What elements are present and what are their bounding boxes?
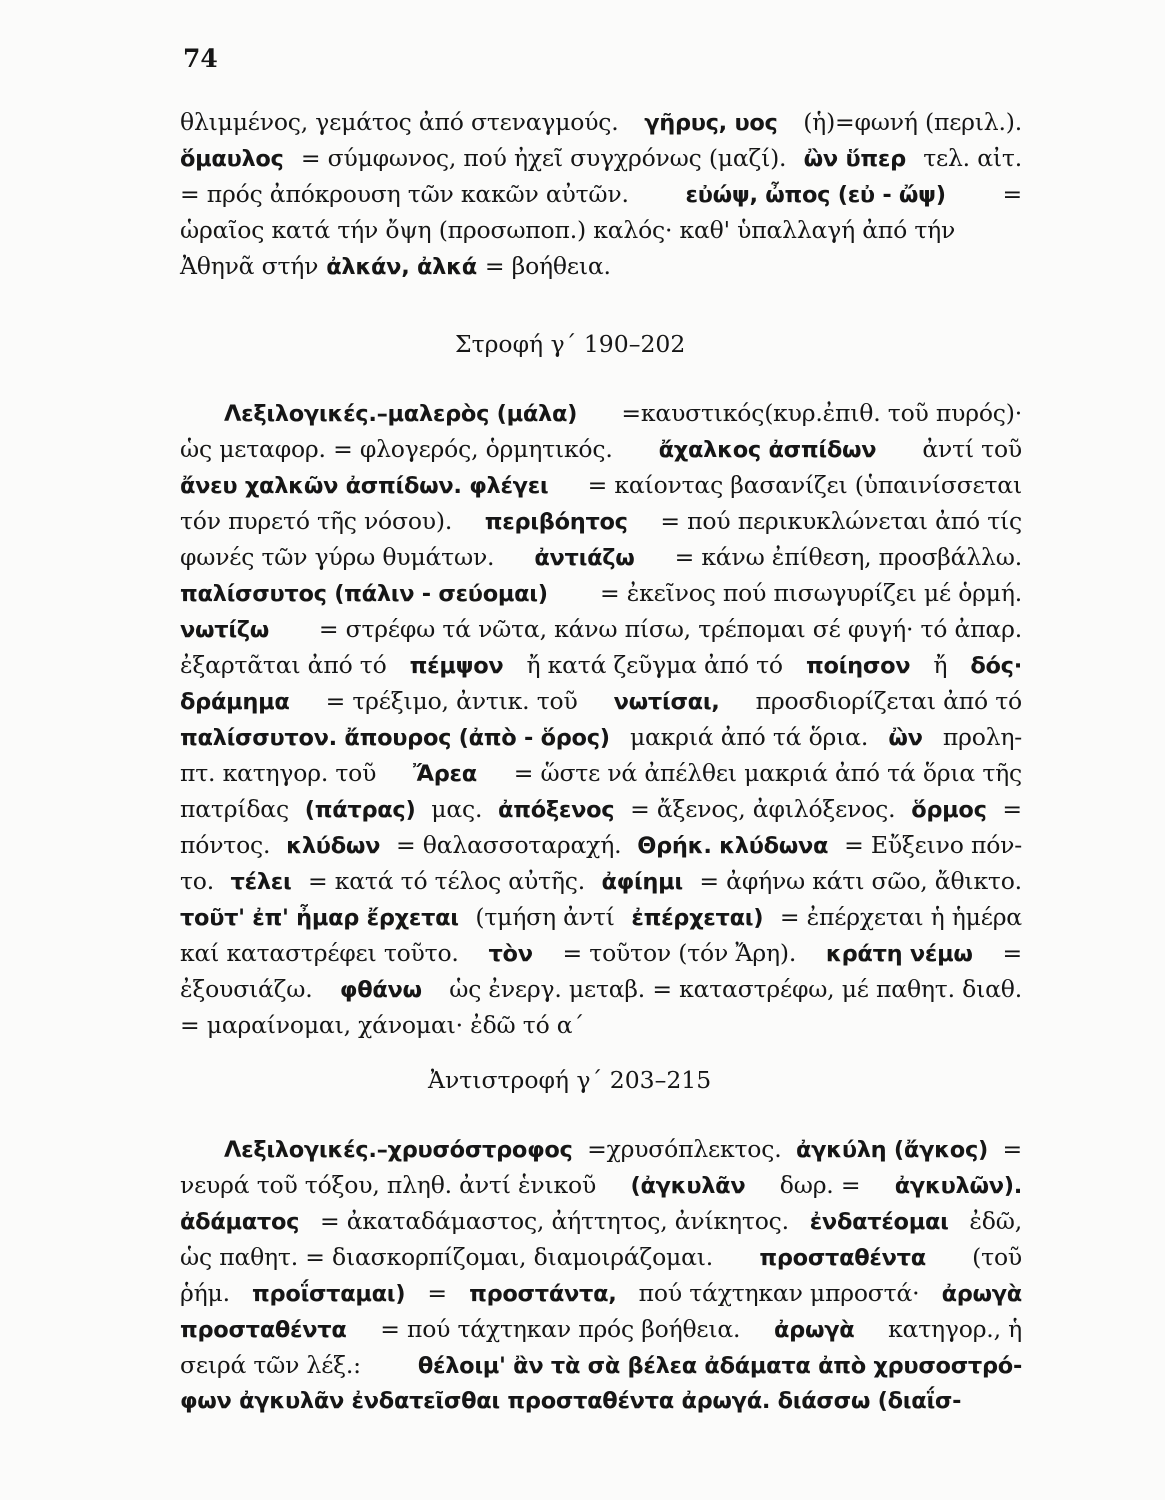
headword: ἄχαλκος ἀσπίδων <box>658 437 877 463</box>
definition-text: =χρυσόπλεκτος. <box>587 1135 782 1163</box>
definition-text: πτ. κατηγορ. τοῦ <box>180 759 377 787</box>
definition-text: μας. <box>431 795 483 823</box>
headword: τοῦτ' ἐπ' ἦμαρ ἔρχεται <box>180 905 459 931</box>
definition-text: σειρά τῶν λέξ.: <box>180 1351 361 1379</box>
definition-text: = <box>1002 180 1022 208</box>
text-line <box>180 1275 1022 1311</box>
definition-text: ὡς μεταφορ. = φλογερός, ὁρμητικός. <box>180 435 613 463</box>
text-line <box>180 467 1022 503</box>
definition-text: τελ. αἰτ. <box>923 144 1022 172</box>
headword: παλίσσυτος (πάλιν - σεύομαι) <box>180 581 548 607</box>
headword: ἀρωγὰ <box>941 1281 1022 1307</box>
headword: ἀγκύλη (ἄγκος) <box>795 1137 988 1163</box>
headword: (πάτρας) <box>304 797 416 823</box>
headword: ἀλκάν, ἀλκά <box>326 254 477 280</box>
headword: γῆρυς, υος <box>644 110 778 136</box>
text-line <box>180 176 1022 212</box>
headword: ἀγκυλῶν). <box>894 1173 1022 1199</box>
definition-text: Ἀθηνᾶ στήν <box>180 252 319 280</box>
definition-text: (τμήση ἀντί <box>475 903 615 931</box>
definition-text: (τοῦ <box>972 1243 1022 1271</box>
definition-text: προσδιορίζεται ἀπό τό <box>755 687 1022 715</box>
definition-text: = στρέφω τά νῶτα, κάνω πίσω, τρέπομαι σέ φυγή· τό ἀπαρ. <box>318 615 1022 643</box>
text-line <box>180 1131 1022 1167</box>
definition-text: = πρός ἀπόκρουση τῶν κακῶν αὐτῶν. <box>180 180 629 208</box>
definition-text: = κατά τό τέλος αὐτῆς. <box>307 867 585 895</box>
definition-text: το. <box>180 867 215 895</box>
definition-text: (ἡ)=φωνή (περιλ.). <box>803 108 1022 136</box>
text-line <box>180 140 1022 176</box>
definition-text: = τοῦτον (τόν Ἄρη). <box>562 939 797 967</box>
headword: εὐώψ, ὦπος (εὐ - ὤψ) <box>685 182 946 208</box>
definition-text: ὡραῖος κατά τήν ὄψη (προσωποπ.) καλός· καθ' ὑπαλλαγή ἀπό τήν <box>180 216 956 244</box>
definition-text: = ἐκεῖνος πού πισωγυρίζει μέ ὁρμή. <box>600 579 1022 607</box>
text-line <box>180 503 1022 539</box>
text-line <box>180 611 1022 647</box>
definition-text: μακριά ἀπό τά ὅρια. <box>629 723 869 751</box>
definition-text: πού τάχτηκαν μπροστά· <box>638 1279 920 1307</box>
text-line <box>180 431 1022 467</box>
definition-text: = Εὔξεινο πόν- <box>844 831 1022 859</box>
headword: φθάνω <box>339 977 422 1003</box>
headword: ἐνδατέομαι <box>809 1209 949 1235</box>
headword: ὢν <box>888 725 923 751</box>
section-heading-strophe: Στροφή γ΄ 190–202 <box>455 330 686 358</box>
section-heading-antistrophe: Ἀντιστροφή γ΄ 203–215 <box>428 1066 712 1094</box>
page-number: 74 <box>183 44 218 73</box>
definition-text: = βοήθεια. <box>484 252 611 280</box>
text-line <box>180 1007 1022 1043</box>
text-line <box>180 539 1022 575</box>
definition-text: καί καταστρέφει τοῦτο. <box>180 939 459 967</box>
definition-text: φωνές τῶν γύρω θυμάτων. <box>180 543 495 571</box>
entry-block-2 <box>180 395 1022 1043</box>
definition-text: = <box>1002 939 1022 967</box>
headword: ἀδάματος <box>180 1209 300 1235</box>
headword: ὅρμος <box>911 797 987 823</box>
headword: ἐπέρχεται) <box>631 905 764 931</box>
definition-text: θλιμμένος, γεμάτος ἀπό στεναγμούς. <box>180 108 619 136</box>
definition-text: ῥήμ. <box>180 1279 230 1307</box>
definition-text: ἤ κατά ζεῦγμα ἀπό τό <box>526 651 783 679</box>
definition-text: ἐξουσιάζω. <box>180 975 313 1003</box>
entry-block-1 <box>180 104 1022 284</box>
definition-text: δωρ. = <box>779 1171 861 1199</box>
headword: τέλει <box>230 869 292 895</box>
text-line <box>180 248 1022 284</box>
text-line <box>180 395 1022 431</box>
headword: ἄνευ χαλκῶν ἀσπίδων. φλέγει <box>180 473 549 499</box>
definition-text: ἀντί τοῦ <box>922 435 1022 463</box>
definition-text: = <box>1002 795 1022 823</box>
headword: ἀντιάζω <box>534 545 635 571</box>
text-line <box>180 575 1022 611</box>
text-line <box>180 683 1022 719</box>
text-line <box>180 212 1022 248</box>
text-line <box>180 935 1022 971</box>
definition-text: = πού περικυκλώνεται ἀπό τίς <box>660 507 1022 535</box>
headword: παλίσσυτον. ἄπουρος (ἀπὸ - ὅρος) <box>180 725 610 751</box>
definition-text: = μαραίνομαι, χάνομαι· ἐδῶ τό α΄ <box>180 1011 585 1039</box>
headword: προσταθέντα <box>180 1317 347 1343</box>
definition-text: κατηγορ., ἡ <box>888 1315 1022 1343</box>
headword: προΐσταμαι) <box>252 1281 406 1307</box>
definition-text: ἐδῶ, <box>969 1207 1022 1235</box>
headword: τὸν <box>488 941 533 967</box>
text-line <box>180 1383 1022 1419</box>
definition-text: = κάνω ἐπίθεση, προσβάλλω. <box>674 543 1022 571</box>
definition-text: = ἀφήνω κάτι σῶο, ἄθικτο. <box>699 867 1022 895</box>
definition-text: = ἐπέρχεται ἡ ἡμέρα <box>779 903 1022 931</box>
definition-text: = ἄξενος, ἀφιλόξενος. <box>630 795 896 823</box>
headword: Θρήκ. κλύδωνα <box>637 833 829 859</box>
text-line <box>180 827 1022 863</box>
definition-text: πόντος. <box>180 831 271 859</box>
headword: προσταθέντα <box>759 1245 926 1271</box>
headword: Ἄρεα <box>413 761 477 787</box>
text-line <box>180 1311 1022 1347</box>
headword: δράμημα <box>180 689 290 715</box>
definition-text: ἐξαρτᾶται ἀπό τό <box>180 651 387 679</box>
definition-text: ἤ <box>933 651 948 679</box>
text-line <box>180 899 1022 935</box>
definition-text: προλη- <box>942 723 1022 751</box>
text-line <box>180 647 1022 683</box>
definition-text: νευρά τοῦ τόξου, πληθ. ἀντί ἑνικοῦ <box>180 1171 597 1199</box>
headword: ἀφίημι <box>601 869 683 895</box>
headword: ὅμαυλος <box>180 146 284 172</box>
headword: προστάντα, <box>469 1281 617 1307</box>
headword: δός· <box>970 653 1022 679</box>
headword: φων ἀγκυλᾶν ἐνδατεῖσθαι προσταθέντα ἀρωγά. διάσσω (διαΐσ- <box>180 1388 962 1414</box>
headword: Λεξιλογικές.–χρυσόστροφος <box>224 1137 573 1163</box>
headword: ὢν ὕπερ <box>803 146 906 172</box>
text-line <box>180 971 1022 1007</box>
headword: νωτίζω <box>180 617 270 643</box>
headword: νωτίσαι, <box>613 689 720 715</box>
entry-block-3 <box>180 1131 1022 1419</box>
definition-text: τόν πυρετό τῆς νόσου). <box>180 507 453 535</box>
text-line <box>180 863 1022 899</box>
headword: περιβόητος <box>484 509 628 535</box>
definition-text: = τρέξιμο, ἀντικ. τοῦ <box>325 687 578 715</box>
definition-text: = πού τάχτηκαν πρός βοήθεια. <box>380 1315 741 1343</box>
headword: ἀρωγὰ <box>774 1317 855 1343</box>
definition-text: ὡς παθητ. = διασκορπίζομαι, διαμοιράζομαι. <box>180 1243 714 1271</box>
text-line <box>180 104 1022 140</box>
definition-text: = ὥστε νά ἀπέλθει μακριά ἀπό τά ὅρια τῆς <box>513 759 1022 787</box>
text-line <box>180 1167 1022 1203</box>
text-line <box>180 1239 1022 1275</box>
definition-text: = καίοντας βασανίζει (ὑπαινίσσεται <box>587 471 1022 499</box>
headword: ἀπόξενος <box>498 797 615 823</box>
definition-text: = θαλασσοταραχή. <box>396 831 622 859</box>
definition-text: πατρίδας <box>180 795 289 823</box>
text-line <box>180 719 1022 755</box>
headword: θέλοιμ' ἂν τὰ σὰ βέλεα ἀδάματα ἀπὸ χρυσοστρό- <box>417 1353 1022 1379</box>
definition-text: =καυστικός(κυρ.ἐπιθ. τοῦ πυρός)· <box>621 399 1022 427</box>
headword: κράτη νέμω <box>825 941 973 967</box>
definition-text: = ἀκαταδάμαστος, ἀήττητος, ἀνίκητος. <box>319 1207 789 1235</box>
headword: κλύδων <box>286 833 381 859</box>
definition-text: = σύμφωνος, πού ἠχεῖ συγχρόνως (μαζί). <box>300 144 787 172</box>
text-line <box>180 755 1022 791</box>
headword: (ἀγκυλᾶν <box>630 1173 746 1199</box>
definition-text: = <box>1002 1135 1022 1163</box>
text-line <box>180 791 1022 827</box>
headword: πέμψον <box>409 653 504 679</box>
definition-text: ὡς ἐνεργ. μεταβ. = καταστρέφω, μέ παθητ. διαθ. <box>449 975 1022 1003</box>
definition-text: = <box>427 1279 447 1307</box>
text-line <box>180 1203 1022 1239</box>
text-line <box>180 1347 1022 1383</box>
headword: Λεξιλογικές.–μαλερὸς (μάλα) <box>224 401 578 427</box>
headword: ποίησον <box>806 653 911 679</box>
